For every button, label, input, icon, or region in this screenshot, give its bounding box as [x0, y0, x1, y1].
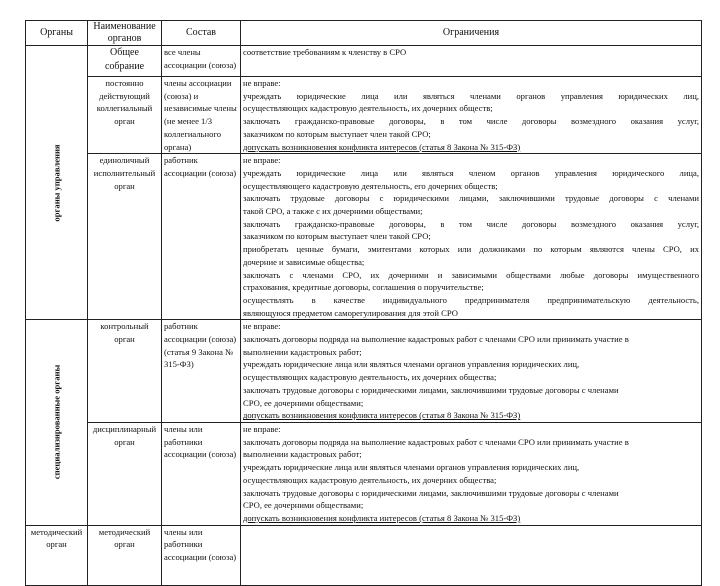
header-composition: Состав: [162, 21, 241, 46]
organ-name: методический орган: [88, 525, 162, 585]
limit-line: не вправе:: [243, 155, 281, 166]
limit-line: такой СРО, а также с их дочерними обществами;: [243, 206, 423, 217]
group-management-label: органы управления: [51, 144, 62, 222]
organ-name: дисциплинарный орган: [88, 422, 162, 525]
limit-line: заключать гражданско-правовые договоры, в том числе договоры возмездного оказания услуг,: [243, 218, 699, 229]
organ-limits: [241, 77, 702, 154]
organ-name: Общее собрание: [88, 46, 162, 77]
organ-name: постоянно действующий коллегиальный орган: [88, 77, 162, 154]
limit-line: являющуюся предметом саморегулирования для этой СРО: [243, 307, 458, 318]
limit-line: учреждать юридические лица или являться членами органов управления юридических лиц,: [243, 462, 580, 473]
limit-line: допускать возникновения конфликта интересов (статья 8 Закона № 315-ФЗ): [243, 141, 521, 152]
limit-line: СРО, ее дочерними обществами;: [243, 500, 364, 511]
limit-line: заключать трудовые договоры с юридическими лицами, заключившими трудовые договоры с членами: [243, 487, 619, 498]
header-row: [26, 21, 702, 46]
limit-line: выполнении кадастровых работ;: [243, 449, 362, 460]
limit-line: осуществляющих кадастровую деятельность, их дочерних общества;: [243, 474, 497, 485]
organs-table: [25, 20, 702, 586]
organ-composition: работник ассоциации (союза) (статья 9 Закона № 315-ФЗ): [162, 320, 241, 423]
limit-line: заключать трудовые договоры с юридическими лицами, заключившими трудовые договоры с членами: [243, 193, 699, 204]
limit-line: осуществляющего кадастровую деятельность, его дочерних обществ;: [243, 180, 498, 191]
table-row: [26, 154, 702, 320]
limit-line: осуществляющих кадастровую деятельность, их дочерних обществ;: [243, 103, 493, 114]
group-specialized-label: специализированные органы: [51, 365, 62, 480]
header-name: Наименование органов: [88, 21, 162, 46]
limit-line: выполнении кадастровых работ;: [243, 346, 362, 357]
limit-line: допускать возникновения конфликта интересов (статья 8 Закона № 315-ФЗ): [243, 512, 521, 523]
limit-line: СРО, ее дочерними обществами;: [243, 397, 364, 408]
organ-limits: [241, 154, 702, 320]
limit-line: учреждать юридические лица или являться членом органов управления юридического лица,: [243, 167, 699, 178]
limit-line: заключать трудовые договоры с юридическими лицами, заключившими трудовые договоры с членами: [243, 384, 619, 395]
header-limits: Ограничения: [241, 21, 702, 46]
organ-name: единоличный исполнительный орган: [88, 154, 162, 320]
limit-line: заключать с членами СРО, их дочерними и зависимыми обществами любые договоры имущественного: [243, 269, 699, 280]
limit-line: страхования, кредитные договоры, соглашения о поручительстве;: [243, 282, 484, 293]
limit-line: заключать гражданско-правовые договоры, в том числе договоры возмездного оказания услуг,: [243, 116, 699, 127]
limit-line: заказчиком по которым выступает член такой СРО;: [243, 231, 431, 242]
limit-line: допускать возникновения конфликта интересов (статья 8 Закона № 315-ФЗ): [243, 410, 521, 421]
organ-limits: [241, 46, 702, 77]
organ-composition: члены или работники ассоциации (союза): [162, 525, 241, 585]
organ-name: контрольный орган: [88, 320, 162, 423]
organ-limits: [241, 525, 702, 585]
table-row: [26, 46, 702, 77]
table-row: [26, 77, 702, 154]
header-organs: Органы: [26, 21, 88, 46]
organ-composition: члены ассоциации (союза) и независимые члены (не менее 1/3 коллегиального органа): [162, 77, 241, 154]
organ-limits: [241, 422, 702, 525]
organ-composition: работник ассоциации (союза): [162, 154, 241, 320]
limit-line: заключать договоры подряда на выполнение кадастровых работ с членами СРО или принимать участие в: [243, 436, 629, 447]
limit-line: дочерние и зависимые общества;: [243, 256, 365, 267]
table-row: [26, 320, 702, 423]
limit-line: заказчиком по которым выступает член такой СРО;: [243, 128, 431, 139]
limit-line: учреждать юридические лица или являться членами органов управления юридических лиц,: [243, 359, 580, 370]
limit-line: не вправе:: [243, 423, 281, 434]
limit-line: осуществляющих кадастровую деятельность, их дочерних общества;: [243, 372, 497, 383]
limit-line: учреждать юридические лица или являться членами органов управления юридических лиц,: [243, 90, 699, 101]
limit-line: осуществлять в качестве индивидуального предпринимателя предпринимательскую деятельность,: [243, 294, 699, 305]
organ-composition: все члены ассоциации (союза): [162, 46, 241, 77]
table-row: [26, 422, 702, 525]
limit-line: соответствие требованиям к членству в СРО: [243, 47, 407, 57]
group-management: [26, 46, 88, 320]
limit-line: не вправе:: [243, 321, 281, 332]
table-row: [26, 525, 702, 585]
limit-line: заключать договоры подряда на выполнение кадастровых работ с членами СРО или принимать участие в: [243, 334, 629, 345]
group-methodical: методический орган: [26, 525, 88, 585]
group-specialized: [26, 320, 88, 525]
limit-line: приобретать ценные бумаги, эмитентами которых или должниками по которым являются члены СРО, их: [243, 244, 699, 255]
organ-composition: члены или работники ассоциации (союза): [162, 422, 241, 525]
organ-limits: [241, 320, 702, 423]
limit-line: не вправе:: [243, 78, 281, 88]
